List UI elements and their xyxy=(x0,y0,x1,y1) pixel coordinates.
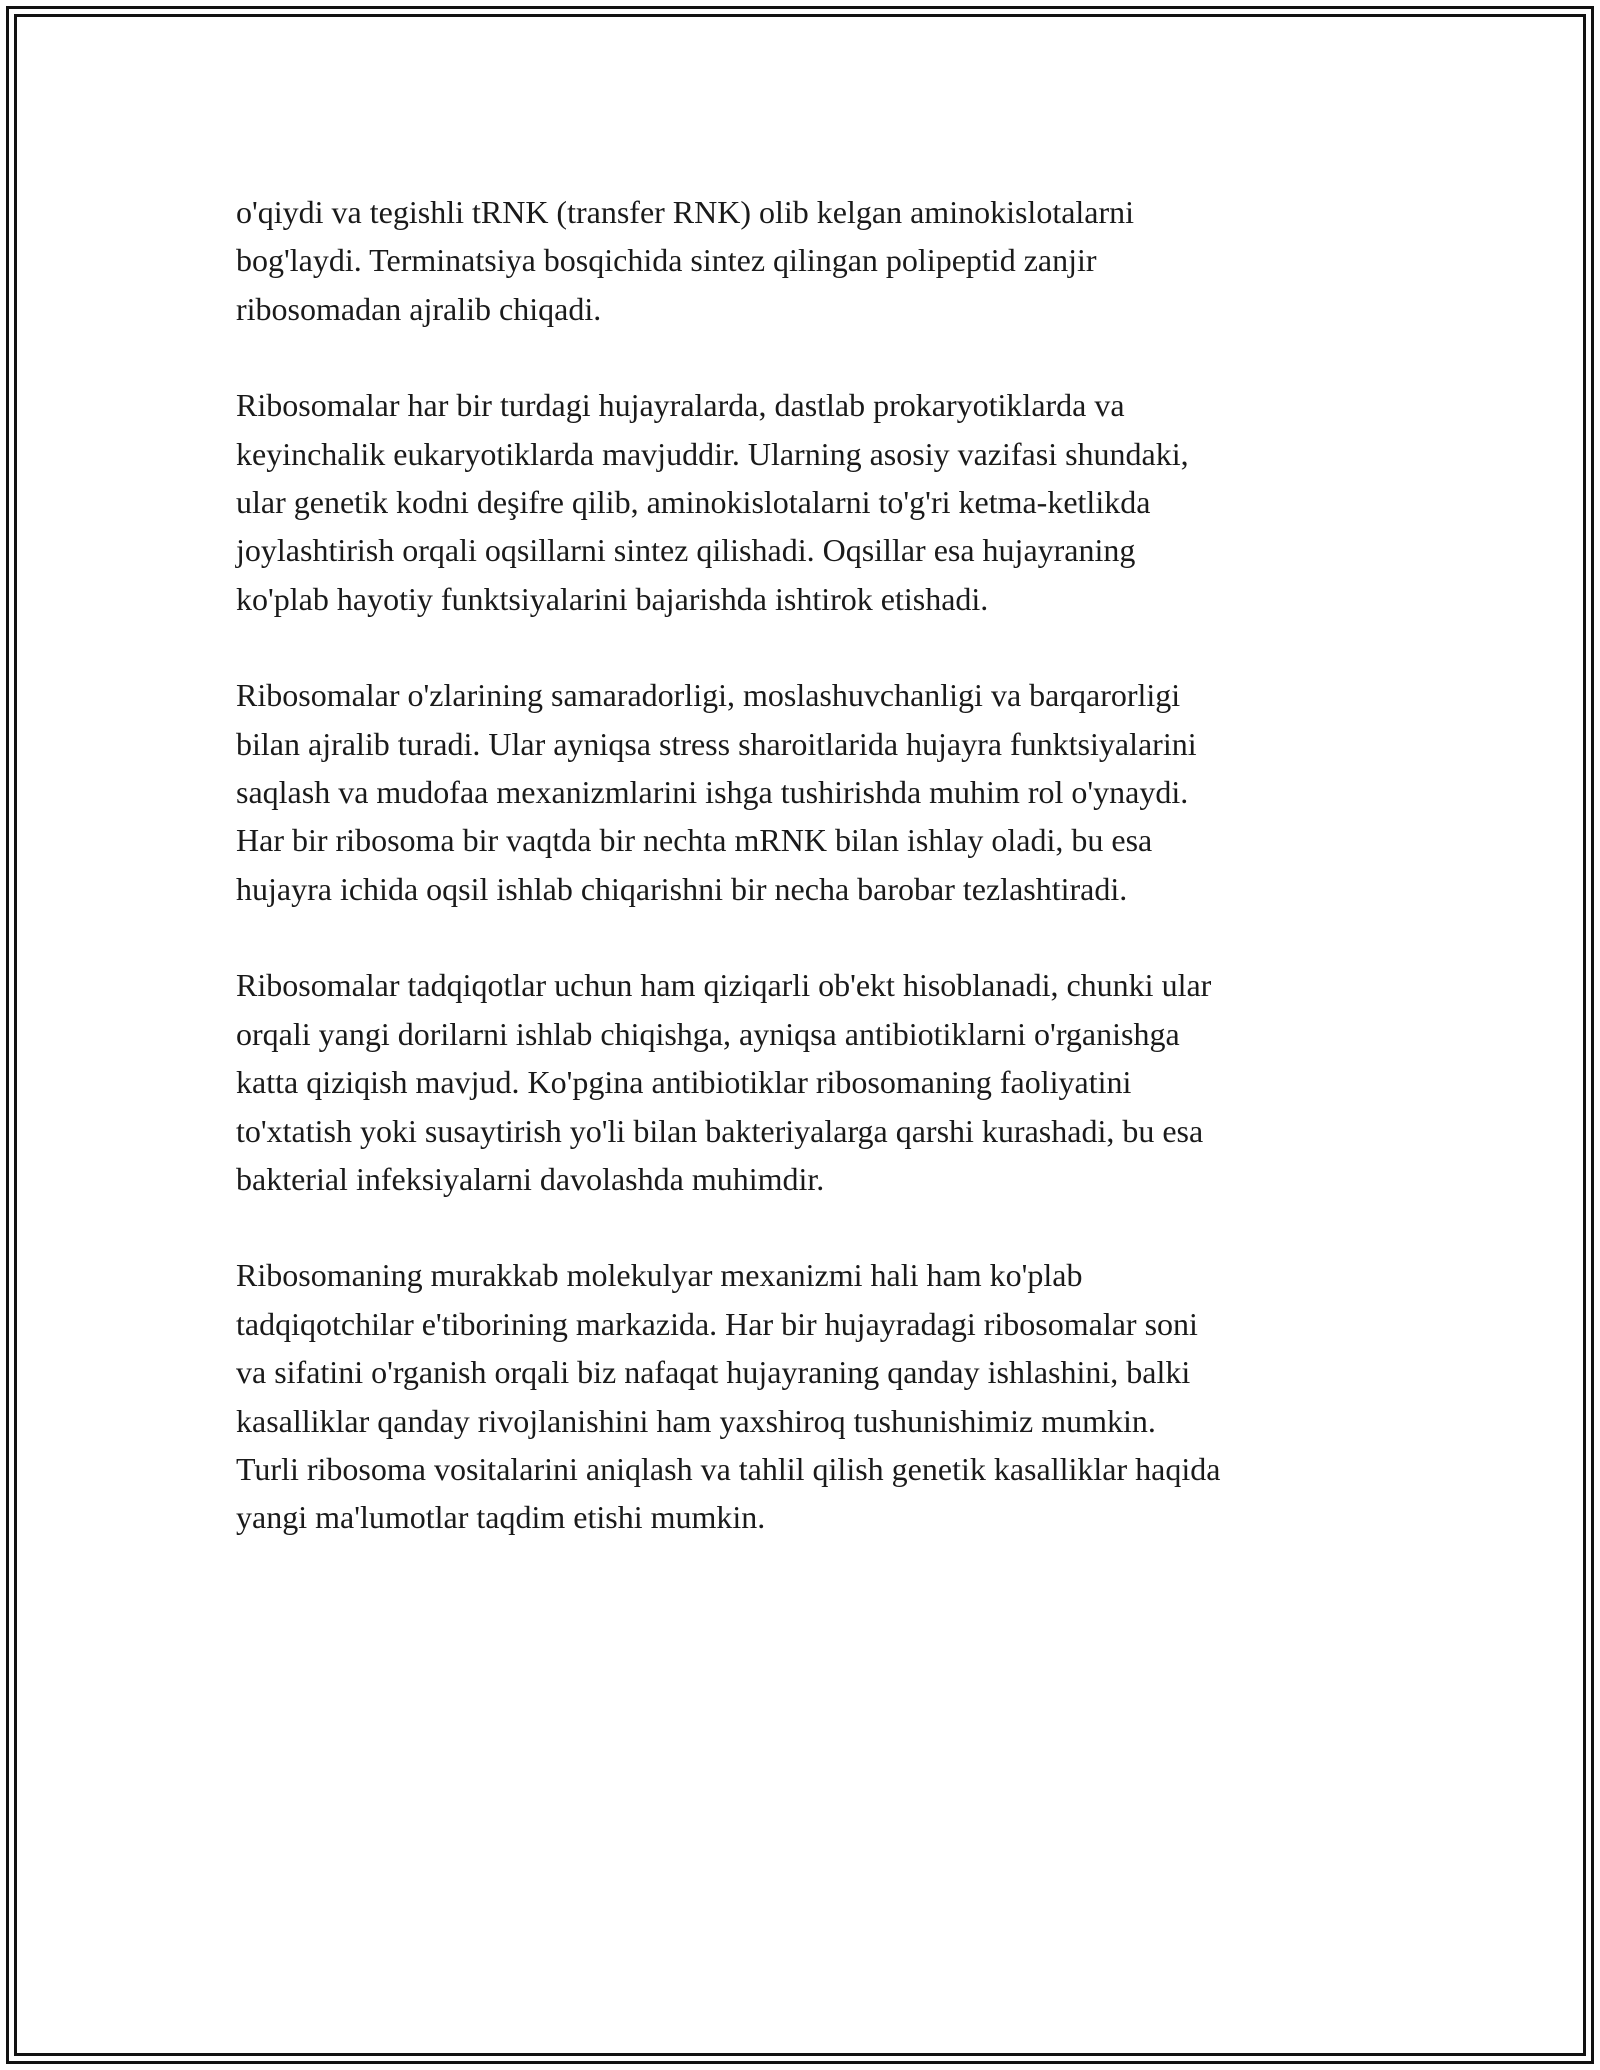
text-line: bilan ajralib turadi. Ular ayniqsa stress sharoitlarida hujayra funktsiyalarini xyxy=(236,725,1197,762)
document-body xyxy=(236,188,1396,1590)
text-line: bakterial infeksiyalarni davolashda muhimdir. xyxy=(236,1160,825,1197)
text-line: to'xtatish yoki susaytirish yo'li bilan bakteriyalarga qarshi kurashadi, bu esa xyxy=(236,1112,1204,1149)
text-line: Har bir ribosoma bir vaqtda bir nechta mRNK bilan ishlay oladi, bu esa xyxy=(236,822,1153,859)
text-line: ular genetik kodni deşifre qilib, aminokislotalarni to'g'ri ketma-ketlikda xyxy=(236,484,1151,521)
text-line: bog'laydi. Terminatsiya bosqichida sintez qilingan polipeptid zanjir xyxy=(236,242,1097,279)
paragraph-4 xyxy=(236,961,1396,1203)
text-line: Ribosomalar tadqiqotlar uchun ham qiziqarli ob'ekt hisoblanadi, chunki ular xyxy=(236,967,1212,1004)
text-line: Ribosomalar har bir turdagi hujayralarda, dastlab prokaryotiklarda va xyxy=(236,387,1125,424)
paragraph-1 xyxy=(236,188,1396,333)
text-line: tadqiqotchilar e'tiborining markazida. Har bir hujayradagi ribosomalar soni xyxy=(236,1305,1198,1342)
text-line: Ribosomalar o'zlarining samaradorligi, moslashuvchanligi va barqarorligi xyxy=(236,677,1181,714)
text-line: orqali yangi dorilarni ishlab chiqishga, ayniqsa antibiotiklarni o'rganishga xyxy=(236,1015,1180,1052)
paragraph-5 xyxy=(236,1251,1396,1541)
text-line: joylashtirish orqali oqsillarni sintez qilishadi. Oqsillar esa hujayraning xyxy=(236,532,1136,569)
text-line: Turli ribosoma vositalarini aniqlash va tahlil qilish genetik kasalliklar haqida xyxy=(236,1450,1221,1487)
text-line: ko'plab hayotiy funktsiyalarini bajarishda ishtirok etishadi. xyxy=(236,580,989,617)
text-line: saqlash va mudofaa mexanizmlarini ishga tushirishda muhim rol o'ynaydi. xyxy=(236,774,1189,811)
text-line: o'qiydi va tegishli tRNK (transfer RNK) olib kelgan aminokislotalarni xyxy=(236,194,1135,230)
paragraph-2 xyxy=(236,381,1396,623)
paragraph-3 xyxy=(236,671,1396,913)
text-line: ribosomadan ajralib chiqadi. xyxy=(236,290,602,327)
text-line: hujayra ichida oqsil ishlab chiqarishni bir necha barobar tezlashtiradi. xyxy=(236,870,1128,907)
text-line: va sifatini o'rganish orqali biz nafaqat hujayraning qanday ishlashini, balki xyxy=(236,1354,1191,1391)
text-line: katta qiziqish mavjud. Ko'pgina antibiotiklar ribosomaning faoliyatini xyxy=(236,1064,1132,1101)
text-line: keyinchalik eukaryotiklarda mavjuddir. Ularning asosiy vazifasi shundaki, xyxy=(236,435,1189,472)
text-line: kasalliklar qanday rivojlanishini ham yaxshiroq tushunishimiz mumkin. xyxy=(236,1402,1156,1439)
text-line: yangi ma'lumotlar taqdim etishi mumkin. xyxy=(236,1499,766,1536)
text-line: Ribosomaning murakkab molekulyar mexanizmi hali ham ko'plab xyxy=(236,1257,1083,1294)
